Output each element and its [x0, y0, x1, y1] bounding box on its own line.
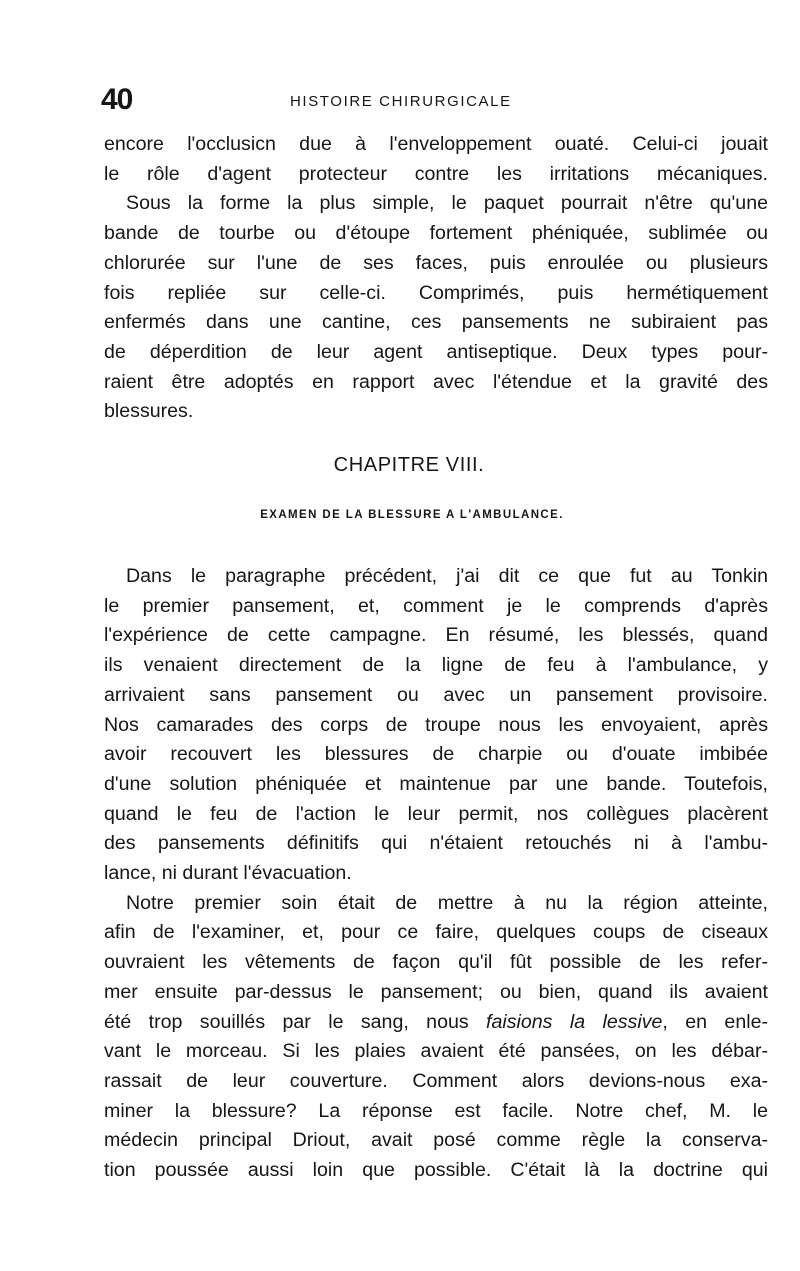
paragraph-occlusion: [104, 130, 768, 427]
text-line: mer ensuite par-dessus le pansement; ou bien, quand ils avaient: [104, 980, 768, 1003]
text-line: Notre premier soin était de mettre à nu la région atteinte,: [126, 891, 768, 914]
text-line: lance, ni durant l'évacuation.: [104, 862, 352, 885]
text-line: l'expérience de cette campagne. En résumé, les blessés, quand: [104, 624, 768, 647]
text-line: fois repliée sur celle-ci. Comprimés, puis hermétiquement: [104, 281, 768, 304]
text-line: quand le feu de l'action le leur permit, nos collègues placèrent: [104, 802, 768, 825]
text-line: Nos camarades des corps de troupe nous les envoyaient, après: [104, 713, 768, 736]
text-line: encore l'occlusicn due à l'enveloppement ouaté. Celui-ci jouait: [104, 133, 768, 155]
text-line: miner la blessure? La réponse est facile. Notre chef, M. le: [104, 1099, 768, 1122]
text-line: arrivaient sans pansement ou avec un pansement provisoire.: [104, 683, 768, 706]
chapter-title: CHAPITRE VIII.: [333, 454, 485, 476]
text-line: Dans le paragraphe précédent, j'ai dit ce que fut au Tonkin: [126, 565, 768, 587]
text-line: tion poussée aussi loin que possible. C'était là la doctrine qui: [104, 1159, 768, 1182]
chapter-body: [104, 562, 768, 1186]
text-line: avoir recouvert les blessures de charpie ou d'ouate imbibée: [104, 743, 768, 766]
text-line: chlorurée sur l'une de ses faces, puis enroulée ou plusieurs: [104, 251, 768, 274]
text-line: ils venaient directement de la ligne de feu à l'ambulance, y: [104, 654, 768, 677]
text-line: médecin principal Driout, avait posé comme règle la conserva-: [104, 1129, 768, 1152]
text-line-with-italic: [104, 1008, 768, 1038]
text-line: le rôle d'agent protecteur contre les irritations mécaniques.: [104, 162, 768, 185]
text-run: , en enle-: [662, 1010, 768, 1033]
text-run: été trop souillés par le sang, nous: [104, 1010, 487, 1033]
text-line: bande de tourbe ou d'étoupe fortement phéniquée, sublimée ou: [104, 222, 768, 245]
text-line: blessures.: [104, 400, 194, 423]
text-line: afin de l'examiner, et, pour ce faire, quelques coups de ciseaux: [104, 921, 768, 944]
text-line: enfermés dans une cantine, ces pansements ne subiraient pas: [104, 311, 768, 334]
text-line: de déperdition de leur agent antiseptique. Deux types pour-: [104, 340, 768, 363]
text-line: vant le morceau. Si les plaies avaient été pansées, on les débar-: [104, 1040, 768, 1063]
text-line: Sous la forme la plus simple, le paquet pourrait n'être qu'une: [126, 192, 768, 215]
text-line: raient être adoptés en rapport avec l'étendue et la gravité des: [104, 370, 768, 393]
italic-phrase: faisions la lessive: [486, 1010, 663, 1033]
chapter-subtitle: EXAMEN DE LA BLESSURE A L'AMBULANCE.: [260, 509, 564, 521]
text-line: rassait de leur couverture. Comment alors devions-nous exa-: [104, 1069, 768, 1092]
running-head: HISTOIRE CHIRURGICALE: [290, 93, 512, 110]
page-header: [0, 83, 800, 123]
text-line: d'une solution phéniquée et maintenue par une bande. Toutefois,: [104, 772, 768, 795]
text-line: ouvraient les vêtements de façon qu'il fût possible de les refer-: [104, 951, 768, 974]
page-number: 40: [101, 83, 133, 116]
text-line: le premier pansement, et, comment je le comprends d'après: [104, 594, 768, 617]
text-line: des pansements définitifs qui n'étaient retouchés ni à l'ambu-: [104, 832, 768, 855]
